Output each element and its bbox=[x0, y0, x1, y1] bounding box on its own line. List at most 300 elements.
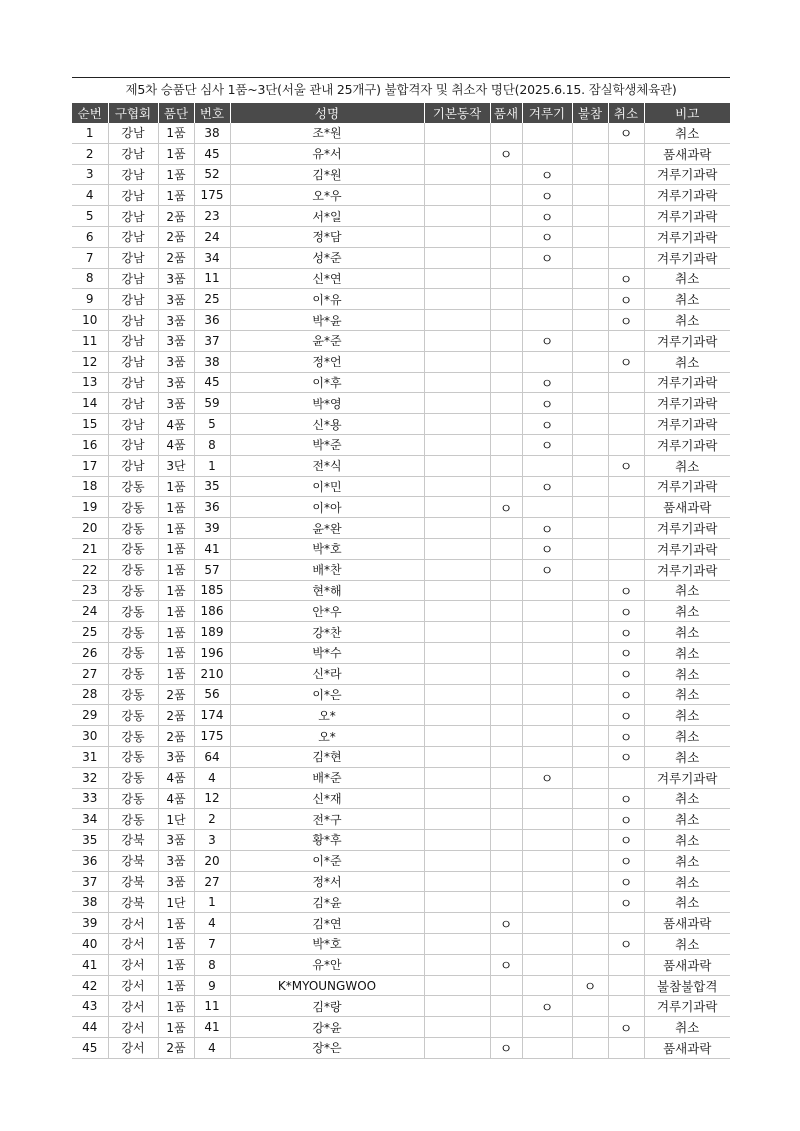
row-basic bbox=[424, 975, 490, 996]
row-note: 품새과락 bbox=[644, 497, 730, 518]
row-cancel bbox=[608, 954, 644, 975]
row-no: 28 bbox=[72, 684, 108, 705]
row-basic bbox=[424, 892, 490, 913]
row-cancel: ㅇ bbox=[608, 580, 644, 601]
row-absent bbox=[572, 434, 608, 455]
row-no: 3 bbox=[72, 164, 108, 185]
table-row bbox=[72, 206, 730, 227]
table-row bbox=[72, 185, 730, 206]
row-name: K*MYOUNGWOO bbox=[230, 975, 424, 996]
row-num: 37 bbox=[194, 330, 230, 351]
row-absent bbox=[572, 663, 608, 684]
row-absent bbox=[572, 143, 608, 164]
row-basic bbox=[424, 143, 490, 164]
row-num: 186 bbox=[194, 601, 230, 622]
row-no: 11 bbox=[72, 330, 108, 351]
header-absent: 불참 bbox=[572, 103, 608, 123]
row-note: 취소 bbox=[644, 268, 730, 289]
row-grade: 2품 bbox=[158, 247, 194, 268]
row-note: 취소 bbox=[644, 892, 730, 913]
row-assoc: 강남 bbox=[108, 123, 158, 143]
row-num: 38 bbox=[194, 351, 230, 372]
row-poomsae bbox=[490, 726, 522, 747]
row-absent bbox=[572, 746, 608, 767]
row-kyorugi: ㅇ bbox=[522, 559, 572, 580]
table-row bbox=[72, 809, 730, 830]
row-basic bbox=[424, 351, 490, 372]
row-absent bbox=[572, 809, 608, 830]
row-absent bbox=[572, 455, 608, 476]
row-assoc: 강동 bbox=[108, 497, 158, 518]
row-assoc: 강동 bbox=[108, 601, 158, 622]
row-note: 취소 bbox=[644, 705, 730, 726]
header-num: 번호 bbox=[194, 103, 230, 123]
row-absent bbox=[572, 934, 608, 955]
row-assoc: 강동 bbox=[108, 788, 158, 809]
row-num: 1 bbox=[194, 455, 230, 476]
row-name: 오* bbox=[230, 726, 424, 747]
row-basic bbox=[424, 954, 490, 975]
row-cancel: ㅇ bbox=[608, 601, 644, 622]
row-assoc: 강서 bbox=[108, 954, 158, 975]
table-row bbox=[72, 642, 730, 663]
row-grade: 3품 bbox=[158, 850, 194, 871]
row-absent bbox=[572, 684, 608, 705]
row-cancel bbox=[608, 393, 644, 414]
row-no: 39 bbox=[72, 913, 108, 934]
row-assoc: 강남 bbox=[108, 330, 158, 351]
row-grade: 1품 bbox=[158, 559, 194, 580]
row-grade: 2품 bbox=[158, 726, 194, 747]
row-poomsae bbox=[490, 601, 522, 622]
row-name: 오*우 bbox=[230, 185, 424, 206]
row-name: 신*연 bbox=[230, 268, 424, 289]
row-no: 8 bbox=[72, 268, 108, 289]
row-absent bbox=[572, 414, 608, 435]
row-note: 취소 bbox=[644, 289, 730, 310]
row-name: 성*준 bbox=[230, 247, 424, 268]
row-grade: 1품 bbox=[158, 975, 194, 996]
table-row bbox=[72, 580, 730, 601]
row-kyorugi: ㅇ bbox=[522, 434, 572, 455]
row-assoc: 강동 bbox=[108, 663, 158, 684]
row-num: 4 bbox=[194, 1038, 230, 1059]
row-cancel bbox=[608, 767, 644, 788]
row-no: 19 bbox=[72, 497, 108, 518]
row-name: 유*안 bbox=[230, 954, 424, 975]
table-row bbox=[72, 123, 730, 143]
table-row bbox=[72, 559, 730, 580]
table-row bbox=[72, 684, 730, 705]
row-absent bbox=[572, 247, 608, 268]
table-row bbox=[72, 393, 730, 414]
row-poomsae bbox=[490, 788, 522, 809]
row-cancel: ㅇ bbox=[608, 726, 644, 747]
row-no: 20 bbox=[72, 518, 108, 539]
row-poomsae bbox=[490, 622, 522, 643]
table-row bbox=[72, 871, 730, 892]
row-name: 정*서 bbox=[230, 871, 424, 892]
row-cancel bbox=[608, 226, 644, 247]
row-grade: 4품 bbox=[158, 414, 194, 435]
row-absent bbox=[572, 289, 608, 310]
row-basic bbox=[424, 434, 490, 455]
row-assoc: 강동 bbox=[108, 809, 158, 830]
row-kyorugi: ㅇ bbox=[522, 538, 572, 559]
row-kyorugi: ㅇ bbox=[522, 767, 572, 788]
row-kyorugi bbox=[522, 871, 572, 892]
row-assoc: 강남 bbox=[108, 455, 158, 476]
header-cancel: 취소 bbox=[608, 103, 644, 123]
row-basic bbox=[424, 767, 490, 788]
row-poomsae bbox=[490, 580, 522, 601]
row-note: 취소 bbox=[644, 663, 730, 684]
row-grade: 1품 bbox=[158, 164, 194, 185]
row-poomsae bbox=[490, 289, 522, 310]
table-row bbox=[72, 892, 730, 913]
row-assoc: 강서 bbox=[108, 1017, 158, 1038]
row-num: 27 bbox=[194, 871, 230, 892]
row-note: 겨루기과락 bbox=[644, 164, 730, 185]
table-row bbox=[72, 622, 730, 643]
row-kyorugi bbox=[522, 289, 572, 310]
table-row bbox=[72, 497, 730, 518]
row-basic bbox=[424, 871, 490, 892]
row-num: 196 bbox=[194, 642, 230, 663]
row-assoc: 강북 bbox=[108, 850, 158, 871]
row-no: 41 bbox=[72, 954, 108, 975]
row-basic bbox=[424, 1017, 490, 1038]
header-poomsae: 품새 bbox=[490, 103, 522, 123]
table-row bbox=[72, 414, 730, 435]
row-name: 전*구 bbox=[230, 809, 424, 830]
row-grade: 3품 bbox=[158, 310, 194, 331]
row-poomsae: ㅇ bbox=[490, 1038, 522, 1059]
row-name: 윤*완 bbox=[230, 518, 424, 539]
row-basic bbox=[424, 1038, 490, 1059]
row-grade: 1품 bbox=[158, 580, 194, 601]
row-grade: 1품 bbox=[158, 538, 194, 559]
table-row bbox=[72, 372, 730, 393]
table-row bbox=[72, 726, 730, 747]
row-absent bbox=[572, 164, 608, 185]
row-assoc: 강서 bbox=[108, 1038, 158, 1059]
row-num: 35 bbox=[194, 476, 230, 497]
row-poomsae bbox=[490, 206, 522, 227]
row-basic bbox=[424, 206, 490, 227]
row-grade: 1품 bbox=[158, 642, 194, 663]
row-kyorugi bbox=[522, 663, 572, 684]
row-num: 23 bbox=[194, 206, 230, 227]
row-absent bbox=[572, 788, 608, 809]
row-assoc: 강서 bbox=[108, 975, 158, 996]
row-num: 11 bbox=[194, 996, 230, 1017]
row-note: 겨루기과락 bbox=[644, 206, 730, 227]
row-grade: 4품 bbox=[158, 767, 194, 788]
row-cancel: ㅇ bbox=[608, 642, 644, 663]
table-row bbox=[72, 143, 730, 164]
row-absent bbox=[572, 705, 608, 726]
row-grade: 2품 bbox=[158, 226, 194, 247]
row-note: 취소 bbox=[644, 601, 730, 622]
row-note: 겨루기과락 bbox=[644, 414, 730, 435]
row-no: 26 bbox=[72, 642, 108, 663]
row-num: 210 bbox=[194, 663, 230, 684]
row-poomsae bbox=[490, 642, 522, 663]
row-kyorugi bbox=[522, 954, 572, 975]
row-cancel: ㅇ bbox=[608, 684, 644, 705]
row-num: 7 bbox=[194, 934, 230, 955]
row-name: 배*준 bbox=[230, 767, 424, 788]
row-absent bbox=[572, 538, 608, 559]
row-absent bbox=[572, 580, 608, 601]
row-name: 이*유 bbox=[230, 289, 424, 310]
row-grade: 3품 bbox=[158, 871, 194, 892]
row-no: 43 bbox=[72, 996, 108, 1017]
table-row bbox=[72, 767, 730, 788]
row-poomsae bbox=[490, 975, 522, 996]
row-cancel bbox=[608, 476, 644, 497]
row-note: 품새과락 bbox=[644, 954, 730, 975]
row-cancel bbox=[608, 1038, 644, 1059]
row-name: 김*랑 bbox=[230, 996, 424, 1017]
row-no: 15 bbox=[72, 414, 108, 435]
row-grade: 3품 bbox=[158, 393, 194, 414]
row-no: 27 bbox=[72, 663, 108, 684]
row-no: 18 bbox=[72, 476, 108, 497]
row-cancel: ㅇ bbox=[608, 934, 644, 955]
row-kyorugi bbox=[522, 850, 572, 871]
row-num: 41 bbox=[194, 1017, 230, 1038]
row-note: 겨루기과락 bbox=[644, 996, 730, 1017]
row-note: 겨루기과락 bbox=[644, 559, 730, 580]
row-no: 34 bbox=[72, 809, 108, 830]
row-num: 45 bbox=[194, 143, 230, 164]
row-num: 24 bbox=[194, 226, 230, 247]
row-note: 품새과락 bbox=[644, 913, 730, 934]
row-no: 37 bbox=[72, 871, 108, 892]
row-no: 14 bbox=[72, 393, 108, 414]
row-basic bbox=[424, 913, 490, 934]
row-note: 취소 bbox=[644, 1017, 730, 1038]
row-basic bbox=[424, 663, 490, 684]
row-kyorugi bbox=[522, 684, 572, 705]
row-no: 32 bbox=[72, 767, 108, 788]
row-assoc: 강동 bbox=[108, 642, 158, 663]
table-row bbox=[72, 351, 730, 372]
row-poomsae bbox=[490, 372, 522, 393]
row-no: 30 bbox=[72, 726, 108, 747]
row-num: 38 bbox=[194, 123, 230, 143]
row-name: 현*해 bbox=[230, 580, 424, 601]
row-assoc: 강남 bbox=[108, 164, 158, 185]
row-assoc: 강남 bbox=[108, 247, 158, 268]
row-note: 겨루기과락 bbox=[644, 538, 730, 559]
row-note: 취소 bbox=[644, 684, 730, 705]
row-no: 9 bbox=[72, 289, 108, 310]
row-poomsae bbox=[490, 123, 522, 143]
row-absent bbox=[572, 622, 608, 643]
row-grade: 1품 bbox=[158, 1017, 194, 1038]
row-num: 185 bbox=[194, 580, 230, 601]
table-row bbox=[72, 850, 730, 871]
row-poomsae bbox=[490, 351, 522, 372]
table-row bbox=[72, 705, 730, 726]
row-kyorugi bbox=[522, 351, 572, 372]
row-assoc: 강남 bbox=[108, 226, 158, 247]
row-kyorugi bbox=[522, 830, 572, 851]
row-absent bbox=[572, 913, 608, 934]
row-name: 이*민 bbox=[230, 476, 424, 497]
row-poomsae bbox=[490, 767, 522, 788]
row-note: 취소 bbox=[644, 642, 730, 663]
row-grade: 3품 bbox=[158, 351, 194, 372]
row-num: 25 bbox=[194, 289, 230, 310]
row-basic bbox=[424, 726, 490, 747]
row-grade: 1품 bbox=[158, 143, 194, 164]
row-grade: 2품 bbox=[158, 206, 194, 227]
table-row bbox=[72, 996, 730, 1017]
row-name: 이*은 bbox=[230, 684, 424, 705]
row-assoc: 강동 bbox=[108, 705, 158, 726]
row-kyorugi bbox=[522, 726, 572, 747]
row-cancel bbox=[608, 975, 644, 996]
row-cancel bbox=[608, 434, 644, 455]
row-poomsae bbox=[490, 185, 522, 206]
table-row bbox=[72, 247, 730, 268]
row-cancel: ㅇ bbox=[608, 268, 644, 289]
row-note: 취소 bbox=[644, 580, 730, 601]
table-row bbox=[72, 226, 730, 247]
table-row bbox=[72, 913, 730, 934]
row-basic bbox=[424, 518, 490, 539]
row-kyorugi: ㅇ bbox=[522, 996, 572, 1017]
row-poomsae bbox=[490, 164, 522, 185]
row-note: 취소 bbox=[644, 310, 730, 331]
row-assoc: 강북 bbox=[108, 892, 158, 913]
row-name: 박*윤 bbox=[230, 310, 424, 331]
row-kyorugi bbox=[522, 809, 572, 830]
row-poomsae bbox=[490, 393, 522, 414]
row-num: 175 bbox=[194, 185, 230, 206]
row-name: 김*연 bbox=[230, 913, 424, 934]
row-absent bbox=[572, 372, 608, 393]
row-num: 8 bbox=[194, 434, 230, 455]
row-kyorugi bbox=[522, 268, 572, 289]
row-basic bbox=[424, 601, 490, 622]
row-note: 취소 bbox=[644, 809, 730, 830]
row-kyorugi: ㅇ bbox=[522, 164, 572, 185]
row-no: 33 bbox=[72, 788, 108, 809]
row-basic bbox=[424, 996, 490, 1017]
row-note: 겨루기과락 bbox=[644, 393, 730, 414]
header-no: 순번 bbox=[72, 103, 108, 123]
row-basic bbox=[424, 185, 490, 206]
row-note: 취소 bbox=[644, 850, 730, 871]
row-kyorugi bbox=[522, 455, 572, 476]
row-no: 10 bbox=[72, 310, 108, 331]
header-row bbox=[72, 103, 730, 123]
header-name: 성명 bbox=[230, 103, 424, 123]
row-grade: 1품 bbox=[158, 518, 194, 539]
row-basic bbox=[424, 746, 490, 767]
table-row bbox=[72, 663, 730, 684]
row-no: 2 bbox=[72, 143, 108, 164]
row-no: 29 bbox=[72, 705, 108, 726]
table-row bbox=[72, 601, 730, 622]
row-assoc: 강남 bbox=[108, 393, 158, 414]
row-poomsae bbox=[490, 1017, 522, 1038]
row-absent: ㅇ bbox=[572, 975, 608, 996]
row-note: 겨루기과락 bbox=[644, 247, 730, 268]
table-row bbox=[72, 310, 730, 331]
row-kyorugi: ㅇ bbox=[522, 226, 572, 247]
row-poomsae bbox=[490, 310, 522, 331]
row-num: 9 bbox=[194, 975, 230, 996]
row-num: 189 bbox=[194, 622, 230, 643]
row-no: 24 bbox=[72, 601, 108, 622]
row-kyorugi bbox=[522, 934, 572, 955]
row-grade: 1품 bbox=[158, 497, 194, 518]
row-basic bbox=[424, 809, 490, 830]
row-grade: 3품 bbox=[158, 289, 194, 310]
row-kyorugi bbox=[522, 622, 572, 643]
row-num: 8 bbox=[194, 954, 230, 975]
table-row bbox=[72, 518, 730, 539]
row-absent bbox=[572, 642, 608, 663]
row-name: 정*언 bbox=[230, 351, 424, 372]
row-kyorugi: ㅇ bbox=[522, 393, 572, 414]
row-note: 취소 bbox=[644, 871, 730, 892]
row-assoc: 강동 bbox=[108, 726, 158, 747]
row-cancel: ㅇ bbox=[608, 622, 644, 643]
row-poomsae: ㅇ bbox=[490, 497, 522, 518]
row-note: 겨루기과락 bbox=[644, 226, 730, 247]
row-basic bbox=[424, 164, 490, 185]
row-basic bbox=[424, 330, 490, 351]
row-absent bbox=[572, 185, 608, 206]
row-grade: 4품 bbox=[158, 788, 194, 809]
row-basic bbox=[424, 559, 490, 580]
row-name: 강*찬 bbox=[230, 622, 424, 643]
row-absent bbox=[572, 206, 608, 227]
row-basic bbox=[424, 372, 490, 393]
row-grade: 1품 bbox=[158, 601, 194, 622]
row-num: 4 bbox=[194, 913, 230, 934]
row-num: 174 bbox=[194, 705, 230, 726]
table-row bbox=[72, 476, 730, 497]
row-num: 4 bbox=[194, 767, 230, 788]
row-cancel: ㅇ bbox=[608, 663, 644, 684]
row-name: 유*서 bbox=[230, 143, 424, 164]
row-poomsae bbox=[490, 684, 522, 705]
header-grade: 품단 bbox=[158, 103, 194, 123]
row-basic bbox=[424, 455, 490, 476]
row-absent bbox=[572, 601, 608, 622]
row-kyorugi bbox=[522, 913, 572, 934]
row-basic bbox=[424, 850, 490, 871]
row-poomsae bbox=[490, 455, 522, 476]
row-kyorugi: ㅇ bbox=[522, 372, 572, 393]
row-assoc: 강동 bbox=[108, 580, 158, 601]
row-basic bbox=[424, 622, 490, 643]
row-no: 44 bbox=[72, 1017, 108, 1038]
row-assoc: 강동 bbox=[108, 518, 158, 539]
row-poomsae bbox=[490, 996, 522, 1017]
table-row bbox=[72, 268, 730, 289]
row-assoc: 강남 bbox=[108, 372, 158, 393]
row-name: 박*준 bbox=[230, 434, 424, 455]
